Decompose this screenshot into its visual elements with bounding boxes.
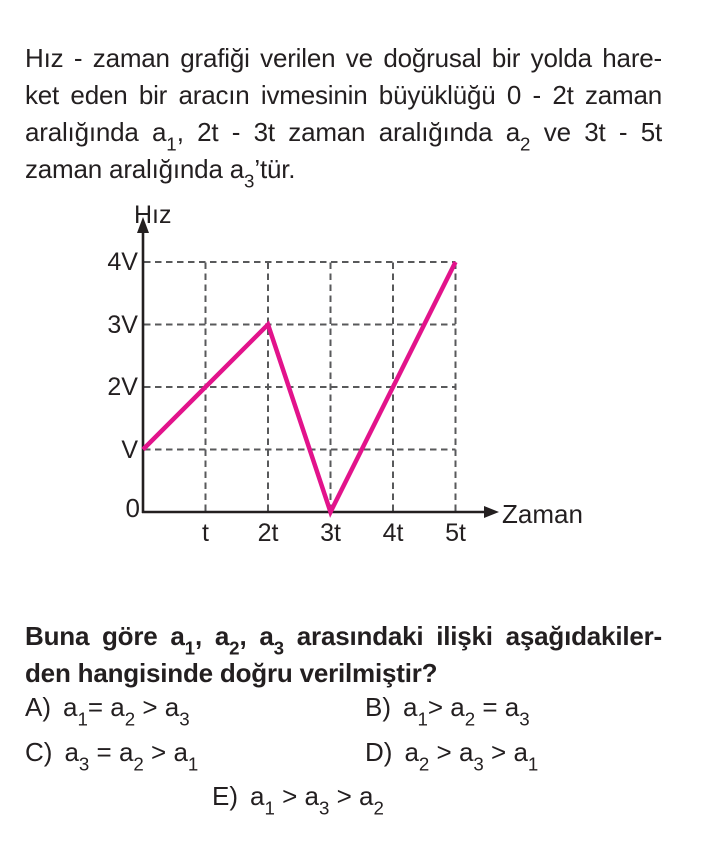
option-e-label: E) — [212, 781, 238, 811]
option-d-label: D) — [365, 737, 393, 767]
problem-text — [25, 40, 662, 192]
question-line-1: Buna göre $a_1$, $a_2$, $a_3$ arasındaki ilişki aşağıdakiler- — [25, 621, 663, 659]
problem-line-2: ket eden bir aracın ivmesinin büyüklüğü 0 - 2t zaman — [25, 80, 662, 110]
question-line-2: den hangisinde doğru verilmiştir? — [25, 658, 438, 688]
velocity-time-graph — [90, 192, 710, 554]
origin-label: 0 — [125, 493, 140, 523]
option-a — [25, 692, 190, 730]
option-e — [212, 781, 384, 819]
y-tick-label: 4V — [107, 248, 138, 276]
x-axis-arrow-icon — [484, 506, 499, 518]
option-a-label: A) — [25, 692, 51, 722]
problem-line-3: aralığında $a_1$, 2t - 3t zaman aralığında $a_2$ ve 3t - 5t — [25, 117, 662, 155]
problem-line-1: Hız - zaman grafiği verilen ve doğrusal bir yolda hare- — [25, 43, 662, 73]
x-axis-title: Zaman — [502, 499, 583, 529]
option-b-label: B) — [365, 692, 391, 722]
y-tick-label: 3V — [107, 310, 138, 339]
option-e-expression: $a_1 > a_3 > a_2$ — [250, 781, 384, 819]
chart-canvas — [90, 192, 710, 554]
x-tick-label: t — [202, 519, 209, 547]
option-a-expression: $a_1= a_2 > a_3$ — [63, 692, 190, 730]
option-b — [365, 692, 530, 730]
y-tick-label: V — [121, 435, 138, 464]
x-tick-label: 2t — [257, 519, 279, 547]
option-c-expression: $a_3 = a_2 > a_1$ — [64, 737, 199, 775]
problem-line-4: zaman aralığında $a_3’tür$. — [25, 154, 296, 192]
y-tick-label: 2V — [107, 373, 138, 401]
option-c-label: C) — [25, 737, 53, 767]
option-d — [365, 737, 539, 775]
x-tick-label: 5t — [445, 519, 466, 547]
option-b-expression: $a_1> a_2 = a_3$ — [403, 692, 530, 730]
option-d-expression: $a_2 > a_3 > a_1$ — [404, 737, 539, 775]
x-tick-label: 3t — [320, 519, 341, 547]
question-text — [25, 618, 662, 692]
x-tick-label: 4t — [382, 519, 404, 547]
y-axis-title: Hız — [134, 201, 172, 229]
option-c — [25, 737, 199, 775]
